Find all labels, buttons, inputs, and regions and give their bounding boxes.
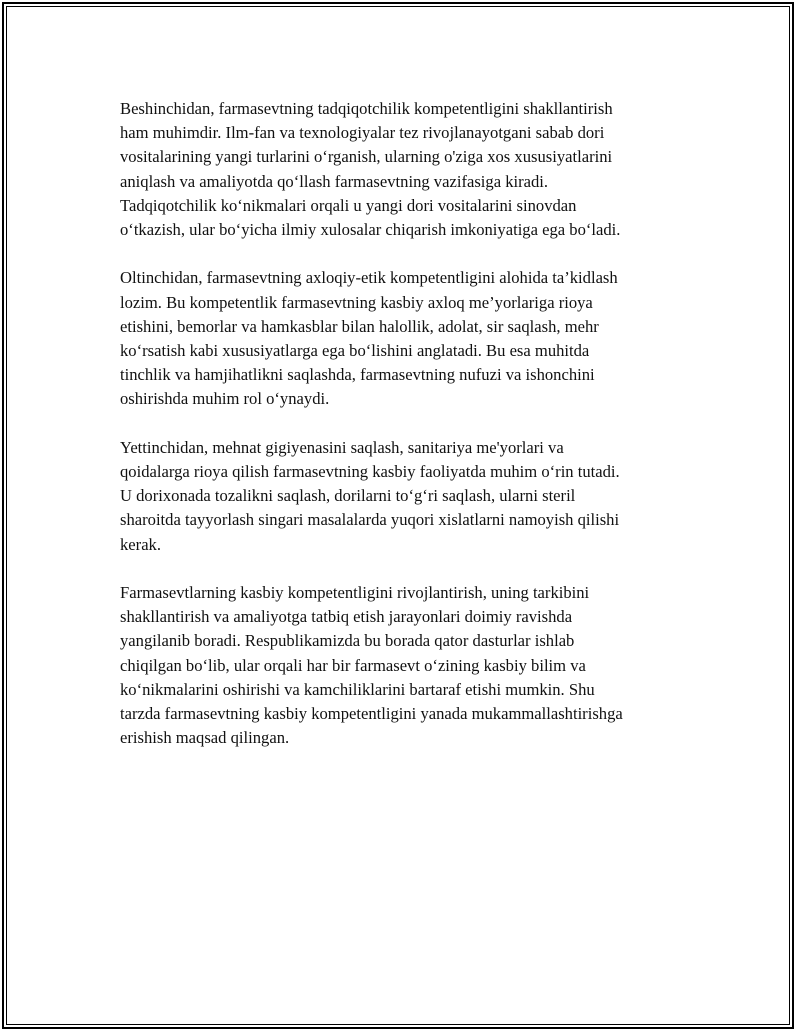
paragraph-fifth-point: [120, 97, 690, 242]
paragraph-conclusion: [120, 581, 690, 750]
text-line: Oltinchidan, farmasevtning axloqiy-etik kompetentligini alohida ta’kidlash: [120, 268, 618, 288]
text-line: aniqlash va amaliyotda qo‘llash farmasevtning vazifasiga kiradi.: [120, 171, 549, 191]
text-line: U dorixonada tozalikni saqlash, dorilarni to‘g‘ri saqlash, ularni steril: [120, 486, 576, 506]
text-line: kerak.: [120, 534, 161, 554]
text-line: ham muhimdir. Ilm-fan va texnologiyalar tez rivojlanayotgani sabab dori: [120, 123, 605, 143]
text-line: tarzda farmasevtning kasbiy kompetentligini yanada mukammallashtirishga: [120, 704, 623, 724]
text-line: Tadqiqotchilik ko‘nikmalari orqali u yangi dori vositalarini sinovdan: [120, 195, 577, 215]
text-line: ko‘rsatish kabi xususiyatlarga ega bo‘lishini anglatadi. Bu esa muhitda: [120, 341, 590, 361]
paragraph-sixth-point: [120, 266, 690, 411]
text-line: o‘tkazish, ular bo‘yicha ilmiy xulosalar chiqarish imkoniyatiga ega bo‘ladi.: [120, 220, 621, 240]
text-line: tinchlik va hamjihatlikni saqlashda, farmasevtning nufuzi va ishonchini: [120, 365, 595, 385]
text-line: vositalarining yangi turlarini o‘rganish, ularning o'ziga xos xususiyatlarini: [120, 147, 613, 167]
text-line: etishini, bemorlar va hamkasblar bilan halollik, adolat, sir saqlash, mehr: [120, 316, 599, 336]
document-body: [120, 97, 690, 775]
text-line: chiqilgan bo‘lib, ular orqali har bir farmasevt o‘zining kasbiy bilim va: [120, 655, 586, 675]
text-line: Beshinchidan, farmasevtning tadqiqotchilik kompetentligini shakllantirish: [120, 99, 613, 118]
text-line: oshirishda muhim rol o‘ynaydi.: [120, 389, 330, 409]
paragraph-seventh-point: [120, 436, 690, 557]
text-line: yangilanib boradi. Respublikamizda bu borada qator dasturlar ishlab: [120, 631, 575, 651]
text-line: Farmasevtlarning kasbiy kompetentligini rivojlantirish, uning tarkibini: [120, 583, 590, 603]
page-border: [2, 2, 794, 1029]
text-line: sharoitda tayyorlash singari masalalarda yuqori xislatlarni namoyish qilishi: [120, 510, 620, 530]
text-line: shakllantirish va amaliyotga tatbiq etish jarayonlari doimiy ravishda: [120, 607, 573, 627]
text-line: ko‘nikmalarini oshirishi va kamchiliklarini bartaraf etishi mumkin. Shu: [120, 679, 595, 699]
text-line: erishish maqsad qilingan.: [120, 728, 290, 748]
text-line: qoidalarga rioya qilish farmasevtning kasbiy faoliyatda muhim o‘rin tutadi.: [120, 462, 620, 482]
text-line: Yettinchidan, mehnat gigiyenasini saqlash, sanitariya me'yorlari va: [120, 437, 564, 457]
text-line: lozim. Bu kompetentlik farmasevtning kasbiy axloq me’yorlariga rioya: [120, 292, 593, 312]
